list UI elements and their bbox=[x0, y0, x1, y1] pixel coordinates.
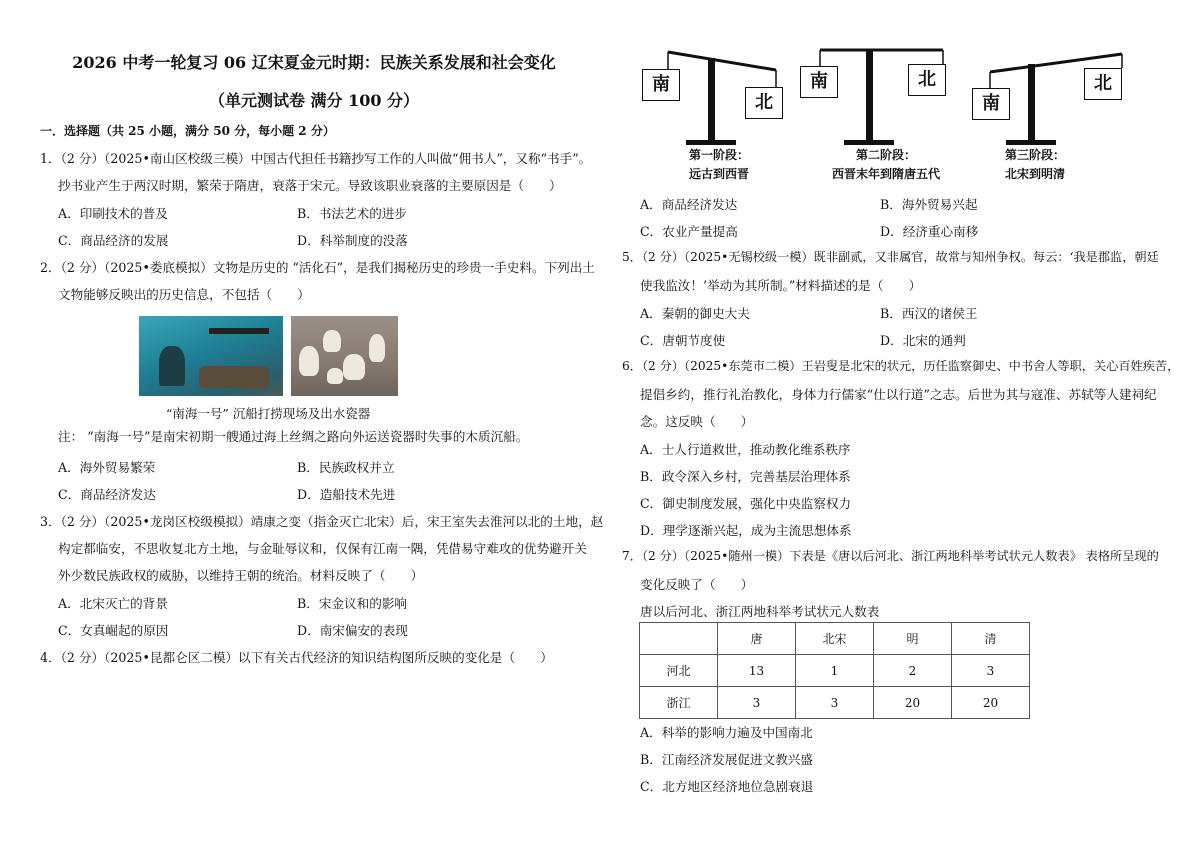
q2-option-d[interactable]: D．造船技术先进 bbox=[297, 487, 396, 502]
q7-table-title: 唐以后河北、浙江两地科举考试状元人数表 bbox=[640, 604, 880, 619]
q3-line-1: 3．（2 分）（2025•龙岗区校级模拟）靖康之变（指金灭亡北宋）后，宋王室失去淮河以北的土地，赵 bbox=[40, 514, 604, 529]
q7-table bbox=[639, 622, 1030, 719]
q2-image-caption: “南海一号” 沉船打捞现场及出水瓷器 bbox=[166, 406, 371, 421]
q7-option-b[interactable]: B．江南经济发展促进文教兴盛 bbox=[640, 752, 813, 767]
shipwreck-salvage-photo bbox=[139, 316, 283, 396]
q7-line-2: 变化反映了（ ） bbox=[640, 577, 754, 592]
q5-option-a[interactable]: A．秦朝的御史大夫 bbox=[640, 306, 750, 321]
q3-option-b[interactable]: B．宋金议和的影响 bbox=[297, 596, 408, 611]
q1-option-d[interactable]: D．科举制度的没落 bbox=[297, 233, 408, 248]
table-header-row: 唐 北宋 明 清 bbox=[640, 623, 1030, 655]
scale3-south-weight: 南 bbox=[972, 88, 1010, 120]
q3-option-a[interactable]: A．北宋灭亡的背景 bbox=[58, 596, 168, 611]
page-subtitle: （单元测试卷 满分 100 分） bbox=[208, 91, 420, 110]
page-title: 2026 中考一轮复习 06 辽宋夏金元时期：民族关系发展和社会变化 bbox=[72, 53, 556, 72]
table-row: 浙江 3 3 20 20 bbox=[640, 687, 1030, 719]
porcelain-artifacts-photo bbox=[291, 316, 398, 396]
q3-option-c[interactable]: C．女真崛起的原因 bbox=[58, 623, 169, 638]
q5-line-1: 5．（2 分）（2025•无锡校级一模）既非副贰，又非属官，故常与知州争权。每云：‘我是郡监，朝廷 bbox=[622, 250, 1159, 264]
q6-option-d[interactable]: D．理学逐渐兴起，成为主流思想体系 bbox=[640, 523, 852, 538]
q6-line-2: 提倡乡约，推行礼治教化，身体力行儒家“仕以行道”之志。后世为其与寇准、苏轼等人建祠纪 bbox=[640, 387, 1157, 402]
q7-option-c[interactable]: C．北方地区经济地位急剧衰退 bbox=[640, 779, 814, 794]
q4-option-b[interactable]: B．海外贸易兴起 bbox=[880, 197, 978, 212]
stage2-label: 第二阶段： 西晋末年到隋唐五代 bbox=[831, 148, 940, 181]
scale2-south-weight: 南 bbox=[800, 66, 838, 98]
q1-line-2: 抄书业产生于两汉时期，繁荣于隋唐，衰落于宋元。导致该职业衰落的主要原因是（ ） bbox=[58, 178, 562, 193]
q4-option-a[interactable]: A．商品经济发达 bbox=[640, 197, 738, 212]
q1-line-1: 1．（2 分）（2025•南山区校级三模）中国古代担任书籍抄写工作的人叫做“佣书人”，又称“书手”。 bbox=[40, 151, 592, 166]
q3-line-3: 外少数民族政权的威胁，以维持王朝的统治。材料反映了（ ） bbox=[58, 568, 424, 583]
q4-option-c[interactable]: C．农业产量提高 bbox=[640, 224, 738, 239]
stage1-label: 第一阶段： 远古到西晋 bbox=[688, 148, 749, 181]
q7-option-a[interactable]: A．科举的影响力遍及中国南北 bbox=[640, 725, 813, 740]
q6-option-b[interactable]: B．政令深入乡村，完善基层治理体系 bbox=[640, 469, 851, 484]
q5-option-c[interactable]: C．唐朝节度使 bbox=[640, 333, 726, 348]
q3-line-2: 构定都临安，不思收复北方土地，与金耻辱议和，仅保有江南一隅，凭借易守难攻的优势避开关 bbox=[58, 541, 587, 556]
q4-option-d[interactable]: D．经济重心南移 bbox=[880, 224, 979, 239]
stage3-label: 第三阶段： 北宋到明清 bbox=[1004, 148, 1065, 181]
section-heading: 一．选择题（共 25 小题，满分 50 分，每小题 2 分） bbox=[40, 124, 335, 138]
q2-option-a[interactable]: A．海外贸易繁荣 bbox=[58, 460, 156, 475]
q7-line-1: 7．（2 分）（2025•随州一模）下表是《唐以后河北、浙江两地科举考试状元人数表》 表格所呈现的 bbox=[622, 549, 1159, 563]
q3-option-d[interactable]: D．南宋偏安的表现 bbox=[297, 623, 408, 638]
q5-line-2: 使我监汝！’举动为其所制。”材料描述的是（ ） bbox=[640, 278, 922, 293]
q6-line-1: 6．（2 分）（2025•东莞市二模）王岩叟是北宋的状元，历任监察御史、中书舍人等职，关心百姓疾苦， bbox=[622, 359, 1180, 373]
q4-line-1: 4．（2 分）（2025•昆都仑区二模）以下有关古代经济的知识结构图所反映的变化是（ ） bbox=[40, 650, 553, 665]
q1-option-a[interactable]: A．印刷技术的普及 bbox=[58, 206, 168, 221]
q6-line-3: 念。这反映（ ） bbox=[640, 414, 754, 429]
scale2-north-weight: 北 bbox=[908, 64, 946, 96]
q2-option-b[interactable]: B．民族政权并立 bbox=[297, 460, 395, 475]
q1-option-b[interactable]: B．书法艺术的进步 bbox=[297, 206, 408, 221]
q5-option-b[interactable]: B．西汉的诸侯王 bbox=[880, 306, 978, 321]
q5-option-d[interactable]: D．北宋的通判 bbox=[880, 333, 966, 348]
scale1-south-weight: 南 bbox=[642, 69, 680, 101]
q2-line-2: 文物能够反映出的历史信息，不包括（ ） bbox=[58, 287, 310, 302]
q2-line-1: 2．（2 分）（2025•娄底模拟）文物是历史的 “活化石”，是我们揭秘历史的珍贵一手史料。下列出土 bbox=[40, 260, 595, 275]
q2-note: 注： “南海一号”是南宋初期一艘通过海上丝绸之路向外运送瓷器时失事的木质沉船。 bbox=[58, 429, 529, 444]
scale3-north-weight: 北 bbox=[1084, 68, 1122, 100]
q2-option-c[interactable]: C．商品经济发达 bbox=[58, 487, 156, 502]
scale1-north-weight: 北 bbox=[745, 87, 783, 119]
q1-option-c[interactable]: C．商品经济的发展 bbox=[58, 233, 169, 248]
q6-option-c[interactable]: C．御史制度发展，强化中央监察权力 bbox=[640, 496, 852, 511]
table-row: 河北 13 1 2 3 bbox=[640, 655, 1030, 687]
q6-option-a[interactable]: A．士人行道救世，推动教化维系秩序 bbox=[640, 442, 851, 457]
